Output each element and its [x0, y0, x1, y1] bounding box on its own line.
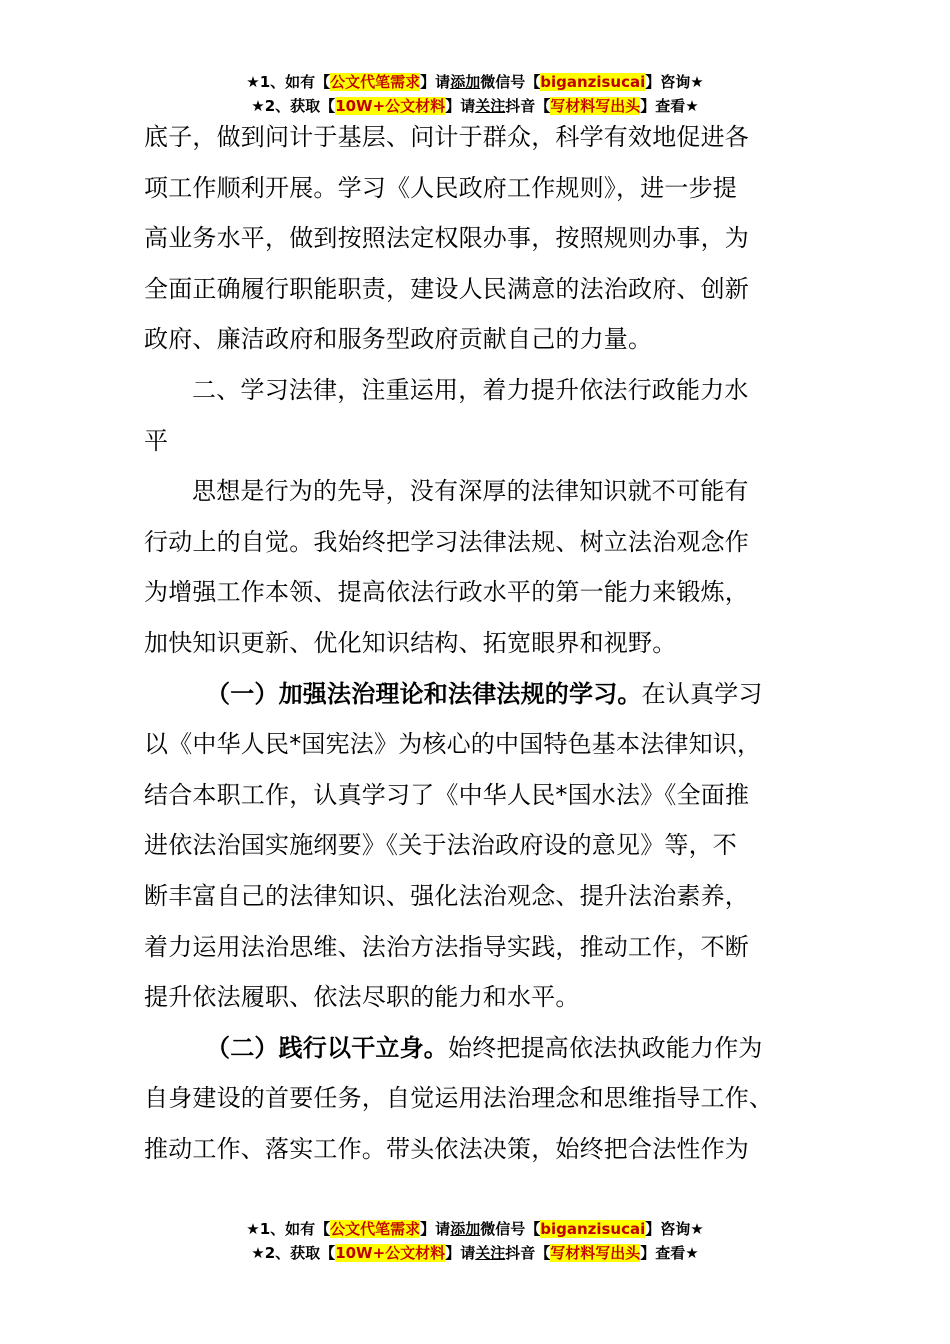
banner-underline: 关注: [475, 1244, 506, 1262]
banner-highlight: 10W+公文材料: [335, 97, 446, 115]
banner-text: 】查看★: [640, 1244, 699, 1262]
banner-text: 】查看★: [640, 97, 699, 115]
body-line: 加快知识更新、优化知识结构、拓宽眼界和视野。: [144, 628, 677, 657]
banner-highlight: 10W+公文材料: [335, 1244, 446, 1262]
body-line: 断丰富自己的法律知识、强化法治观念、提升法治素养，: [144, 881, 749, 910]
subsection-line: [144, 669, 804, 720]
banner-underline: 关注: [475, 97, 506, 115]
banner-text: 微信号【: [480, 1220, 541, 1238]
section-heading-cont: 平: [144, 426, 169, 455]
banner-underline: 添加: [450, 73, 481, 91]
banner-highlight: biganzisucai: [540, 1220, 646, 1238]
header-banner: [0, 70, 950, 118]
body-line: 政府、廉洁政府和服务型政府贡献自己的力量。: [144, 325, 653, 354]
body-line: 自身建设的首要任务，自觉运用法治理念和思维指导工作、: [144, 1084, 774, 1113]
body-line: 结合本职工作，认真学习了《中华人民*国水法》《全面推: [144, 780, 750, 809]
body-line: 以《中华人民*国宪法》为核心的中国特色基本法律知识，: [144, 730, 762, 759]
body-line: 推动工作、落实工作。带头依法决策，始终把合法性作为: [144, 1134, 749, 1163]
body-line: 高业务水平，做到按照法定权限办事，按照规则办事，为: [144, 224, 749, 253]
body-text: 在认真学习: [641, 679, 763, 708]
banner-highlight: biganzisucai: [540, 73, 646, 91]
banner-text: ★1、如有【: [246, 73, 331, 91]
body-line: 为增强工作本领、提高依法行政水平的第一能力来锻炼，: [144, 578, 749, 607]
document-body: [144, 112, 804, 1174]
body-line: 行动上的自觉。我始终把学习法律法规、树立法治观念作: [144, 527, 749, 556]
body-line: 项工作顺利开展。学习《人民政府工作规则》，进一步提: [144, 173, 737, 202]
body-text: 始终把提高依法执政能力作为: [448, 1033, 763, 1062]
banner-highlight: 写材料写出头: [550, 97, 641, 115]
body-line: 底子，做到问计于基层、问计于群众，科学有效地促进各: [144, 123, 749, 151]
banner-text: ★2、获取【: [251, 1244, 336, 1262]
subsection-title: （二）践行以干立身。: [206, 1033, 448, 1062]
body-line: 全面正确履行职能职责，建设人民满意的法治政府、创新: [144, 274, 749, 303]
body-line: 进依法治国实施纲要》《关于法治政府设的意见》等，不: [144, 831, 737, 860]
footer-banner: [0, 1217, 950, 1265]
subsection-line: [144, 1023, 804, 1074]
banner-text: 抖音【: [505, 97, 551, 115]
banner-text: 】咨询★: [645, 1220, 704, 1238]
banner-text: 微信号【: [480, 73, 541, 91]
banner-line-1: [0, 70, 950, 94]
banner-highlight: 公文代笔需求: [330, 73, 421, 91]
banner-text: ★1、如有【: [246, 1220, 331, 1238]
banner-text: 】请: [445, 97, 476, 115]
body-line: 提升依法履职、依法尽职的能力和水平。: [144, 983, 580, 1012]
banner-text: 】咨询★: [645, 73, 704, 91]
banner-line-1: [0, 1217, 950, 1241]
body-line: 思想是行为的先导，没有深厚的法律知识就不可能有: [192, 477, 749, 506]
section-heading: 二、学习法律，注重运用，着力提升依法行政能力水: [192, 375, 749, 404]
banner-text: ★2、获取【: [251, 97, 336, 115]
banner-text: 】请: [420, 73, 451, 91]
banner-highlight: 公文代笔需求: [330, 1220, 421, 1238]
banner-highlight: 写材料写出头: [550, 1244, 641, 1262]
banner-text: 】请: [420, 1220, 451, 1238]
subsection-title: （一）加强法治理论和法律法规的学习。: [206, 679, 642, 708]
body-line: 着力运用法治思维、法治方法指导实践，推动工作，不断: [144, 932, 749, 961]
banner-underline: 添加: [450, 1220, 481, 1238]
banner-line-2: [0, 1241, 950, 1265]
banner-text: 】请: [445, 1244, 476, 1262]
banner-text: 抖音【: [505, 1244, 551, 1262]
